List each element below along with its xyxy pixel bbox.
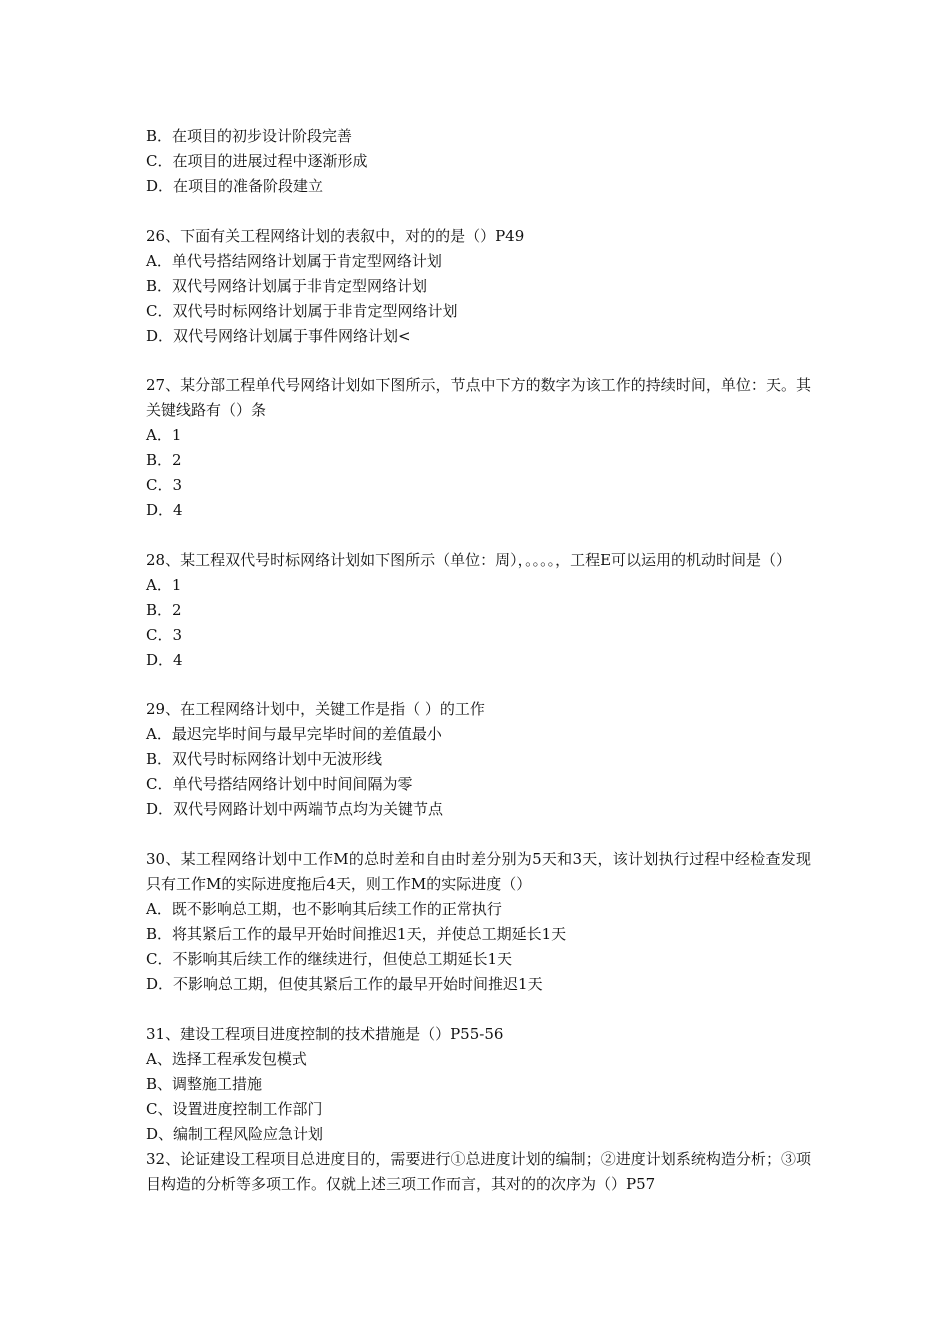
question-27 xyxy=(146,373,811,523)
option-b: B．在项目的初步设计阶段完善 xyxy=(146,127,353,145)
option-b: B、调整施工措施 xyxy=(146,1074,263,1093)
option-d: D．双代号网路计划中两端节点均为关键节点 xyxy=(146,800,444,819)
option-c: C．3 xyxy=(146,625,183,644)
document-body xyxy=(146,124,811,1197)
question-stem: 32、论证建设工程项目总进度目的，需要进行①总进度计划的编制；②进度计划系统构造分析；③项目构造的分析等多项工作。仅就上述三项工作而言，其对的的次序为（）P57 xyxy=(146,1149,811,1193)
option-d: D、编制工程风险应急计划 xyxy=(146,1124,324,1143)
paragraph-gap xyxy=(146,822,811,847)
option-c: C．双代号时标网络计划属于非肯定型网络计划 xyxy=(146,301,458,320)
paragraph-gap xyxy=(146,673,811,698)
question-31 xyxy=(146,1022,811,1147)
paragraph-gap xyxy=(146,349,811,374)
question-stem: 27、某分部工程单代号网络计划如下图所示，节点中下方的数字为该工作的持续时间，单位：天。其关键线路有（）条 xyxy=(146,376,811,420)
question-stem: 26、下面有关工程网络计划的表叙中，对的的是（）P49 xyxy=(146,226,525,245)
option-a: A．1 xyxy=(146,426,182,445)
paragraph-gap xyxy=(146,523,811,548)
question-stem: 30、某工程网络计划中工作M的总时差和自由时差分别为5天和3天，该计划执行过程中经检查发现只有工作M的实际进度拖后4天，则工作M的实际进度（） xyxy=(146,849,811,893)
question-26 xyxy=(146,224,811,349)
paragraph-gap xyxy=(146,199,811,224)
option-d: D．在项目的准备阶段建立 xyxy=(146,177,324,195)
option-b: B．将其紧后工作的最早开始时间推迟1天，并使总工期延长1天 xyxy=(146,924,567,943)
option-a: A、选择工程承发包模式 xyxy=(146,1049,307,1068)
question-stem: 31、建设工程项目进度控制的技术措施是（）P55-56 xyxy=(146,1024,504,1043)
leading-options xyxy=(146,124,811,199)
option-b: B．2 xyxy=(146,451,182,470)
question-28 xyxy=(146,548,811,673)
paragraph-gap xyxy=(146,997,811,1022)
option-d: D．4 xyxy=(146,650,183,669)
option-a: A．最迟完毕时间与最早完毕时间的差值最小 xyxy=(146,725,442,744)
option-c: C、设置进度控制工作部门 xyxy=(146,1099,323,1118)
option-c: C．3 xyxy=(146,476,183,495)
option-b: B．2 xyxy=(146,600,182,619)
option-c: C．单代号搭结网络计划中时间间隔为零 xyxy=(146,775,413,794)
option-c: C．不影响其后续工作的继续进行，但使总工期延长1天 xyxy=(146,949,513,968)
option-d: D．4 xyxy=(146,501,183,520)
option-b: B．双代号网络计划属于非肯定型网络计划 xyxy=(146,276,428,295)
option-a: A．单代号搭结网络计划属于肯定型网络计划 xyxy=(146,251,442,270)
question-29 xyxy=(146,697,811,822)
option-a: A．既不影响总工期，也不影响其后续工作的正常执行 xyxy=(146,899,502,918)
option-d: D．双代号网络计划属于事件网络计划< xyxy=(146,326,411,345)
option-c: C．在项目的进展过程中逐渐形成 xyxy=(146,152,368,170)
question-32 xyxy=(146,1147,811,1197)
question-stem: 29、在工程网络计划中，关键工作是指（ ）的工作 xyxy=(146,700,485,719)
option-d: D．不影响总工期，但使其紧后工作的最早开始时间推迟1天 xyxy=(146,974,543,993)
option-b: B．双代号时标网络计划中无波形线 xyxy=(146,750,383,769)
question-30 xyxy=(146,847,811,997)
option-a: A．1 xyxy=(146,575,182,594)
question-stem: 28、某工程双代号时标网络计划如下图所示（单位：周），。。。。，工程E可以运用的机动时间是（） xyxy=(146,550,792,569)
